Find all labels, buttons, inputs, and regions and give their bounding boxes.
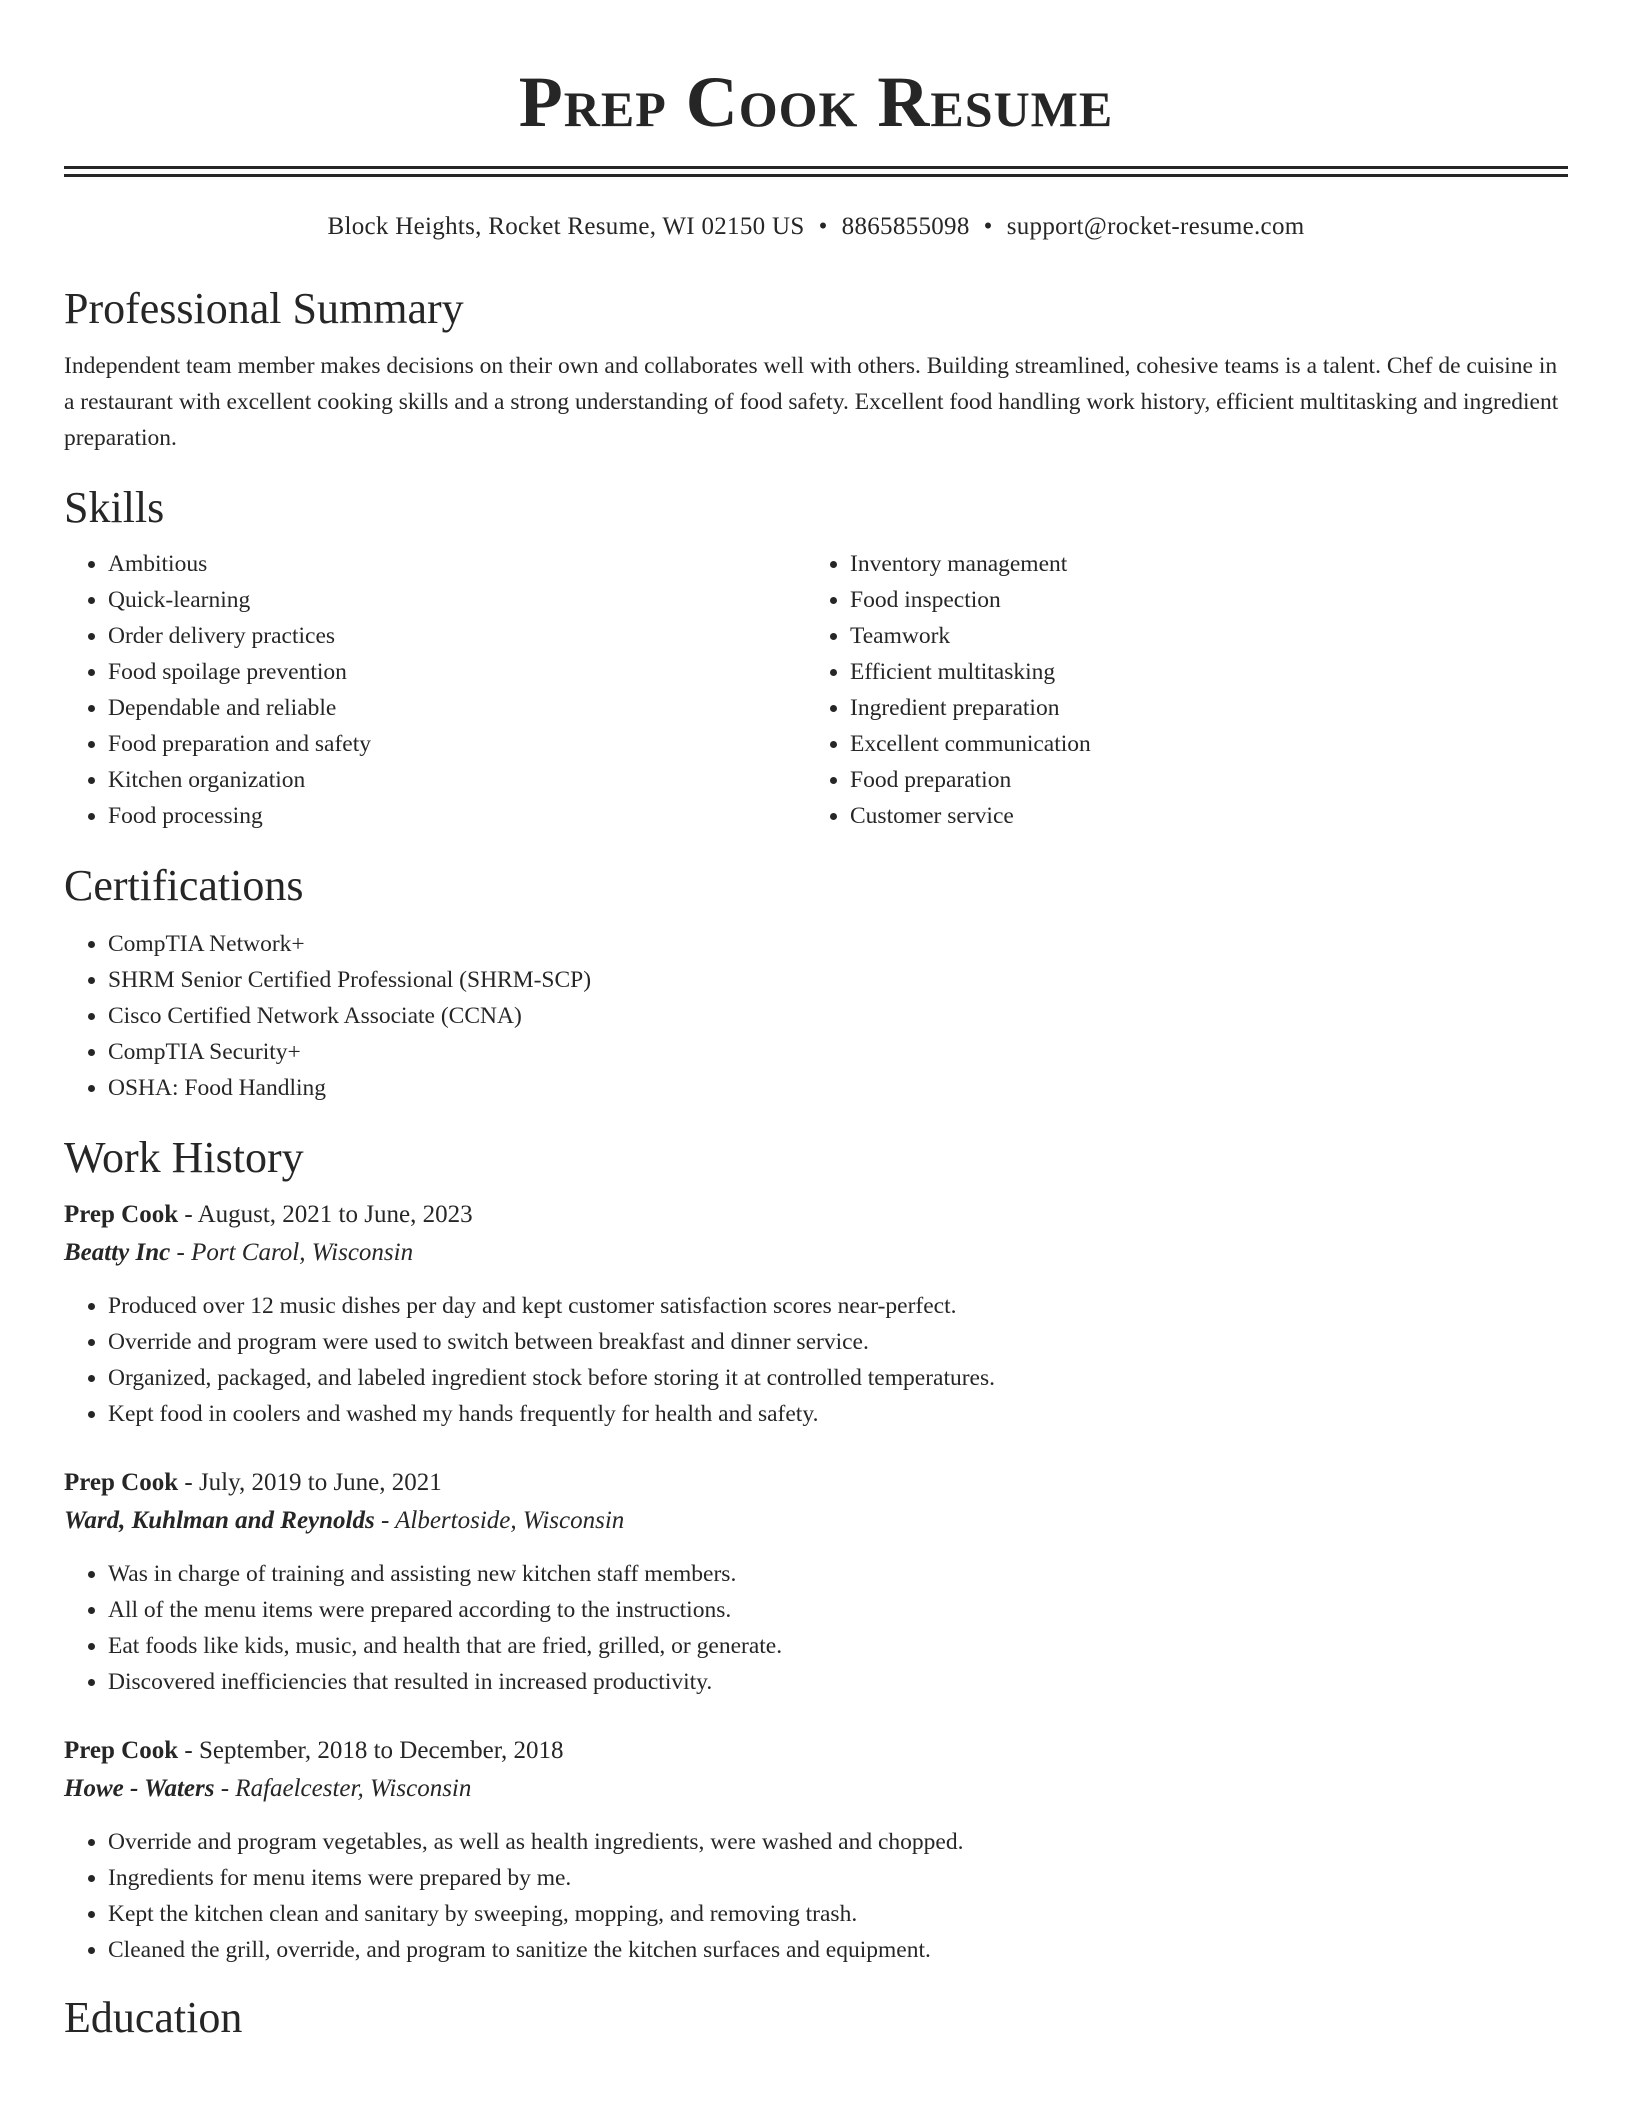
job-bullet: • All of the menu items were prepared according to the instructions. [108,1592,1568,1628]
job-company-line [64,1770,1568,1808]
job-bullet: • Override and program vegetables, as well as health ingredients, were washed and chopped. [108,1824,1568,1860]
certifications-list [64,926,1568,1106]
certification-item: • CompTIA Security+ [108,1034,1568,1070]
job-location: - Port Carol, Wisconsin [170,1239,414,1266]
skill-item: • Excellent communication [850,726,1548,762]
skill-item: • Kitchen organization [108,762,806,798]
contact-phone: 8865855098 [841,213,970,240]
job-dates: - August, 2021 to June, 2023 [178,1201,473,1228]
skills-list [64,546,1568,834]
contact-separator: • [983,213,993,240]
skill-item: • Food inspection [850,582,1548,618]
contact-address: Block Heights, Rocket Resume, WI 02150 US [327,213,805,240]
job-dates: - September, 2018 to December, 2018 [178,1737,564,1764]
job-bullet: • Kept food in coolers and washed my hands frequently for health and safety. [108,1396,1568,1432]
job-title-line [64,1464,1568,1502]
job-bullet: • Override and program were used to switch between breakfast and dinner service. [108,1324,1568,1360]
job-title: Prep Cook [64,1737,179,1764]
job-bullet: • Discovered inefficiencies that resulted in increased productivity. [108,1664,1568,1700]
skill-item: • Food preparation [850,762,1548,798]
job-bullet: • Kept the kitchen clean and sanitary by sweeping, mopping, and removing trash. [108,1896,1568,1932]
skill-item: • Ingredient preparation [850,690,1548,726]
summary-heading: Professional Summary [64,284,464,333]
job-entry [64,1196,1568,1432]
contact-email: support@rocket-resume.com [1006,213,1305,240]
job-company-line [64,1234,1568,1272]
job-dates: - July, 2019 to June, 2021 [178,1469,442,1496]
title-rule-top [64,166,1568,169]
job-bullet: • Was in charge of training and assisting new kitchen staff members. [108,1556,1568,1592]
job-bullets [64,1556,1568,1700]
skill-item: • Food preparation and safety [108,726,806,762]
job-title: Prep Cook [64,1201,179,1228]
title-rule-bottom [64,174,1568,177]
job-location: - Albertoside, Wisconsin [374,1507,625,1534]
skill-item: • Dependable and reliable [108,690,806,726]
job-entry [64,1464,1568,1700]
job-bullet: • Ingredients for menu items were prepared by me. [108,1860,1568,1896]
skill-item: • Quick-learning [108,582,806,618]
resume-page [64,0,1568,2044]
job-bullet: • Produced over 12 music dishes per day and kept customer satisfaction scores near-perfect. [108,1288,1568,1324]
contact-separator: • [818,213,828,240]
job-entry [64,1732,1568,1968]
certification-item: • CompTIA Network+ [108,926,1568,962]
job-title-line [64,1196,1568,1234]
job-company: Howe - Waters [64,1775,215,1802]
job-bullets [64,1288,1568,1432]
job-bullet: • Eat foods like kids, music, and health that are fried, grilled, or generate. [108,1628,1568,1664]
certification-item: • SHRM Senior Certified Professional (SHRM-SCP) [108,962,1568,998]
certification-item: • OSHA: Food Handling [108,1070,1568,1106]
education-heading: Education [64,1993,243,2042]
job-company: Ward, Kuhlman and Reynolds [64,1507,375,1534]
job-company: Beatty Inc [64,1239,171,1266]
certification-item: • Cisco Certified Network Associate (CCNA) [108,998,1568,1034]
contact-line [64,211,1568,243]
skill-item: • Efficient multitasking [850,654,1548,690]
summary-text: Independent team member makes decisions on their own and collaborates well with others. Building streamlined, cohesive teams is a talent. Chef de cuisine in a restaurant with excellent cooking skills and a strong understanding of food safety. Excellent food handling work history, efficient multitasking and ingredient preparation. [64,353,1559,451]
skill-item: • Food processing [108,798,806,834]
skill-item: • Order delivery practices [108,618,806,654]
skill-item: • Customer service [850,798,1548,834]
job-bullet: • Cleaned the grill, override, and program to sanitize the kitchen surfaces and equipment. [108,1932,1568,1968]
skill-item: • Inventory management [850,546,1548,582]
skill-item: • Teamwork [850,618,1548,654]
skill-item: • Food spoilage prevention [108,654,806,690]
skills-column-right [806,546,1548,834]
skills-column-left [64,546,806,834]
job-company-line [64,1502,1568,1540]
work-history-heading: Work History [64,1133,304,1182]
resume-title: Prep Cook Resume [518,62,1114,142]
certifications-heading: Certifications [64,861,304,910]
job-bullets [64,1824,1568,1968]
job-title: Prep Cook [64,1469,179,1496]
skill-item: • Ambitious [108,546,806,582]
skills-heading: Skills [64,483,165,532]
job-location: - Rafaelcester, Wisconsin [214,1775,472,1802]
job-title-line [64,1732,1568,1770]
job-bullet: • Organized, packaged, and labeled ingredient stock before storing it at controlled temperatures. [108,1360,1568,1396]
